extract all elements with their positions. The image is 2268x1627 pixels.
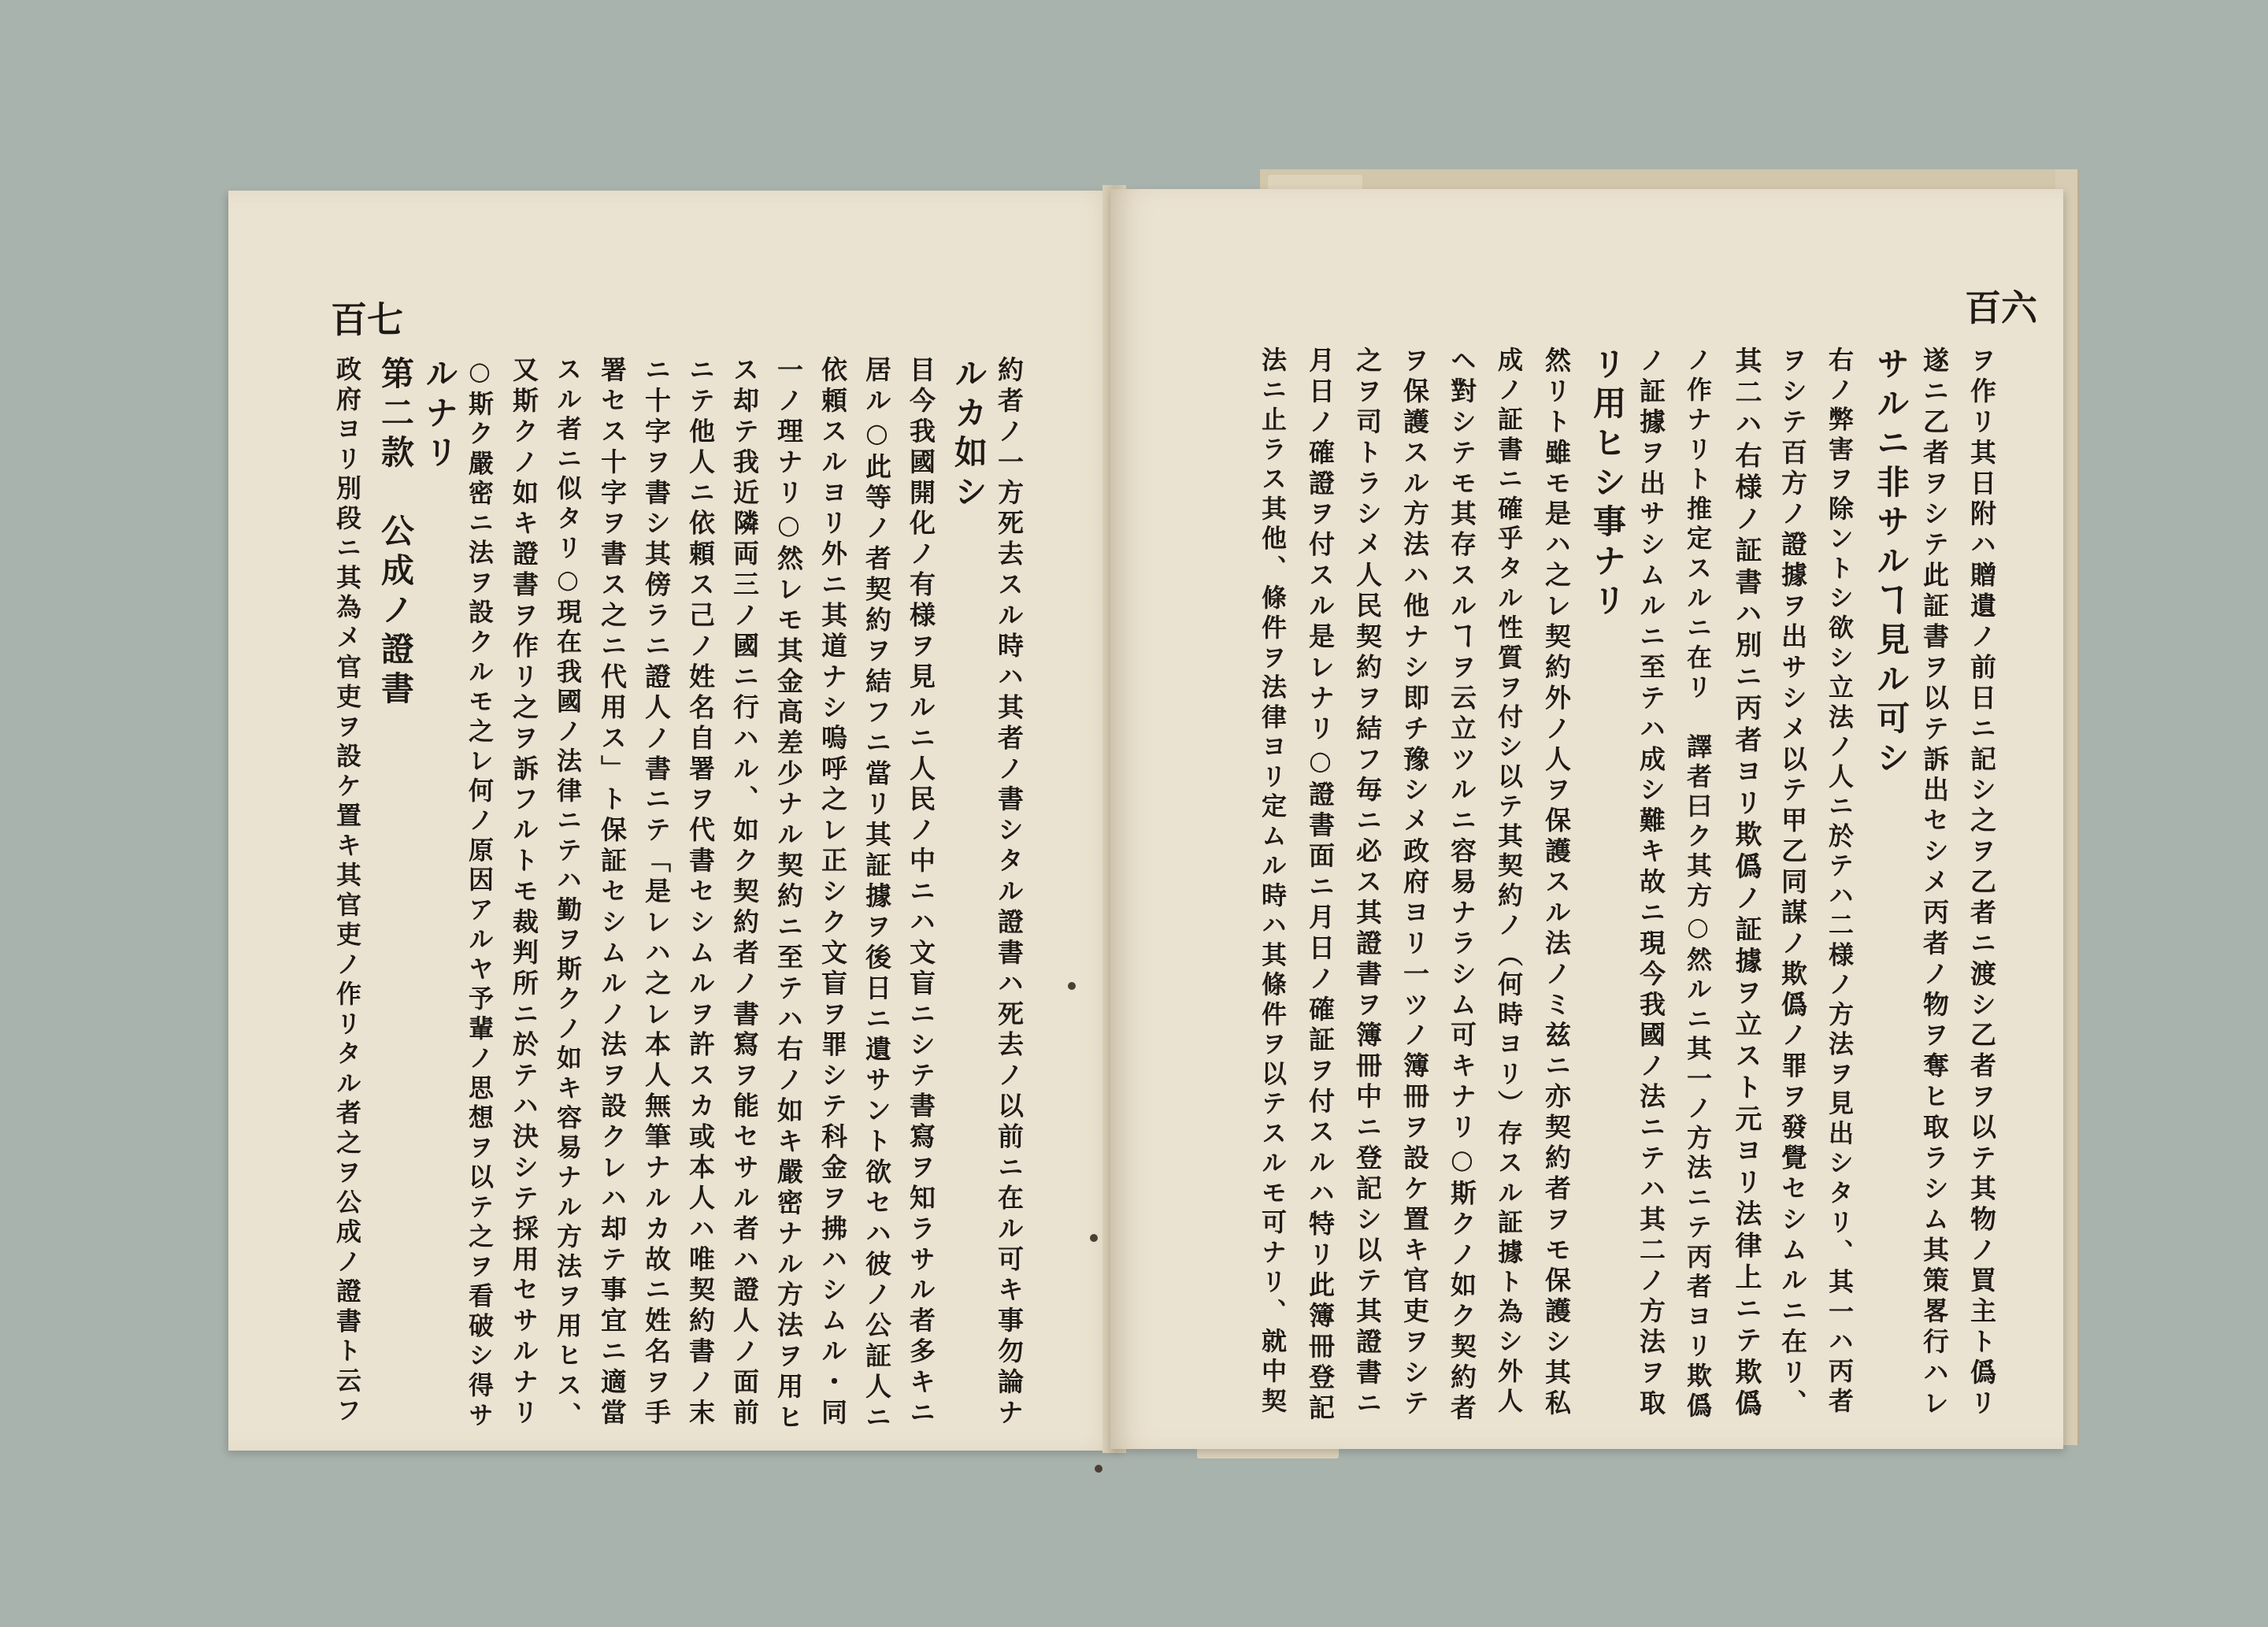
page-number: 百七 [331, 298, 403, 341]
text-column: 右ノ弊害ヲ除ントシ欲シ立法ノ人ニ於テハ二様ノ方法ヲ見出シタリ、其一ハ丙者 [1825, 347, 1855, 1418]
text-column: 其二ハ右様ノ証書ハ別ニ丙者ヨリ欺僞ノ証據ヲ立スト元ヨリ法律上ニテ欺僞 [1730, 347, 1762, 1421]
text-column: 一ノ理ナリ○然レモ其金高差少ナル契約ニ至テハ右ノ如キ嚴密ナル方法ヲ用ヒ [773, 356, 804, 1434]
text-column: 法ニ止ラス其他、條件ヲ法律ヨリ定ムル時ハ其條件ヲ以テスルモ可ナリ、就中契 [1258, 347, 1288, 1418]
binding-hole [1090, 1234, 1098, 1242]
text-column: 月日ノ確證ヲ付スル是レナリ○證書面ニ月日ノ確証ヲ付スルハ特リ此簿冊登記 [1305, 347, 1336, 1425]
text-column: 目今我國開化ノ有様ヲ見ルニ人民ノ中ニハ文盲ニシテ書寫ヲ知ラサル者多キニ [906, 356, 936, 1429]
text-column: 又斯クノ如キ證書ヲ作リ之ヲ訴フルトモ裁判所ニ於テハ決シテ採用セサルナリ [509, 356, 539, 1429]
text-column: ス却テ我近隣両三ノ國ニ行ハル、如ク契約者ノ書寫ヲ能セサル者ハ證人ノ面前 [729, 356, 760, 1429]
text-column: 之ヲ司トラシメ人民契約ヲ結フ毎ニ必ス其證書ヲ簿冊中ニ登記シ以テ其證書ニ [1352, 347, 1383, 1420]
text-column: ○斯ク嚴密ニ法ヲ設クルモ之レ何ノ原因アルヤ予輩ノ思想ヲ以テ之ヲ看破シ得サ [465, 356, 495, 1432]
text-column: リ用ヒシ事ナリ [1588, 347, 1627, 622]
text-column: 政府ヨリ別段ニ其為メ官吏ヲ設ケ置キ其官吏ノ作リタル者之ヲ公成ノ證書ト云フ [332, 356, 362, 1427]
text-column: ルカ如シ [950, 356, 988, 513]
text-column: 居ル○此等ノ者契約ヲ結フニ當リ其証據ヲ後日ニ遺サント欲セハ彼ノ公証人ニ [862, 356, 892, 1434]
text-column: 遂ニ乙者ヲシテ此証書ヲ以テ訴出セシメ丙者ノ物ヲ奪ヒ取ラシム其策畧行ハレ [1919, 347, 1950, 1420]
text-column: スル者ニ似タリ○現在我國ノ法律ニテハ勤ヲ斯クノ如キ容易ナル方法ヲ用ヒス、 [553, 356, 583, 1432]
text-column: 第二款 公成ノ證書 [376, 356, 415, 710]
text-column: ニ十字ヲ書シ其傍ラニ證人ノ書ニテ「是レハ之レ本人無筆ナルカ故ニ姓名ヲ手 [641, 356, 672, 1429]
text-column: 然リト雖モ是ハ之レ契約外ノ人ヲ保護スル法ノミ兹ニ亦契約者ヲモ保護シ其私 [1541, 347, 1572, 1420]
text-column: サルニ非サルヿ見ル可シ [1872, 347, 1910, 780]
text-column: ヘ對シテモ其存スルヿヲ云立ツルニ容易ナラシム可キナリ○斯クノ如ク契約者 [1447, 347, 1477, 1425]
text-column: 署セス十字ヲ書ス之ニ代用ス」ト保証セシムルノ法ヲ設クレハ却テ事宜ニ適當 [597, 356, 628, 1429]
text-column: 依頼スルヨリ外ニ其道ナシ嗚呼之レ正シク文盲ヲ罪シテ科金ヲ拂ハシムル・同 [817, 356, 848, 1429]
text-column: ノ作ナリト推定スルニ在リ 譯者曰ク其方○然ルニ其一ノ方法ニテ丙者ヨリ欺僞 [1683, 347, 1713, 1422]
text-column: ヲ作リ其日附ハ贈遺ノ前日ニ記シ之ヲ乙者ニ渡シ乙者ヲ以テ其物ノ買主ト僞リ [1966, 347, 1997, 1420]
text-column: ニテ他人ニ依頼ス己ノ姓名自署ヲ代書セシムルヲ許スカ或本人ハ唯契約書ノ末 [685, 356, 716, 1429]
text-column: ノ証據ヲ出サシムルニ至テハ成シ難キ故ニ現今我國ノ法ニテハ其二ノ方法ヲ取 [1636, 347, 1666, 1420]
binding-hole [1068, 982, 1076, 990]
right-page [1110, 189, 2063, 1449]
text-column: 約者ノ一方死去スル時ハ其者ノ書シタル證書ハ死去ノ以前ニ在ル可キ事勿論ナ [994, 356, 1025, 1429]
binding-hole [1095, 1465, 1102, 1473]
text-column: ヲシテ百方ノ證據ヲ出サシメ以テ甲乙同謀ノ欺僞ノ罪ヲ發覺セシムルニ在リ、 [1777, 347, 1808, 1420]
text-column: ルナリ [421, 356, 459, 474]
text-column: ヲ保護スル方法ハ他ナシ即チ豫シメ政府ヨリ一ツノ簿冊ヲ設ケ置キ官吏ヲシテ [1399, 347, 1430, 1420]
text-column: 成ノ証書ニ確乎タル性質ヲ付シ以テ其契約ノ（何時ヨリ）存スル証據ト為シ外人 [1494, 347, 1524, 1418]
left-page [228, 191, 1123, 1451]
torn-edge [1268, 175, 1362, 191]
page-number: 百六 [1965, 287, 2037, 329]
